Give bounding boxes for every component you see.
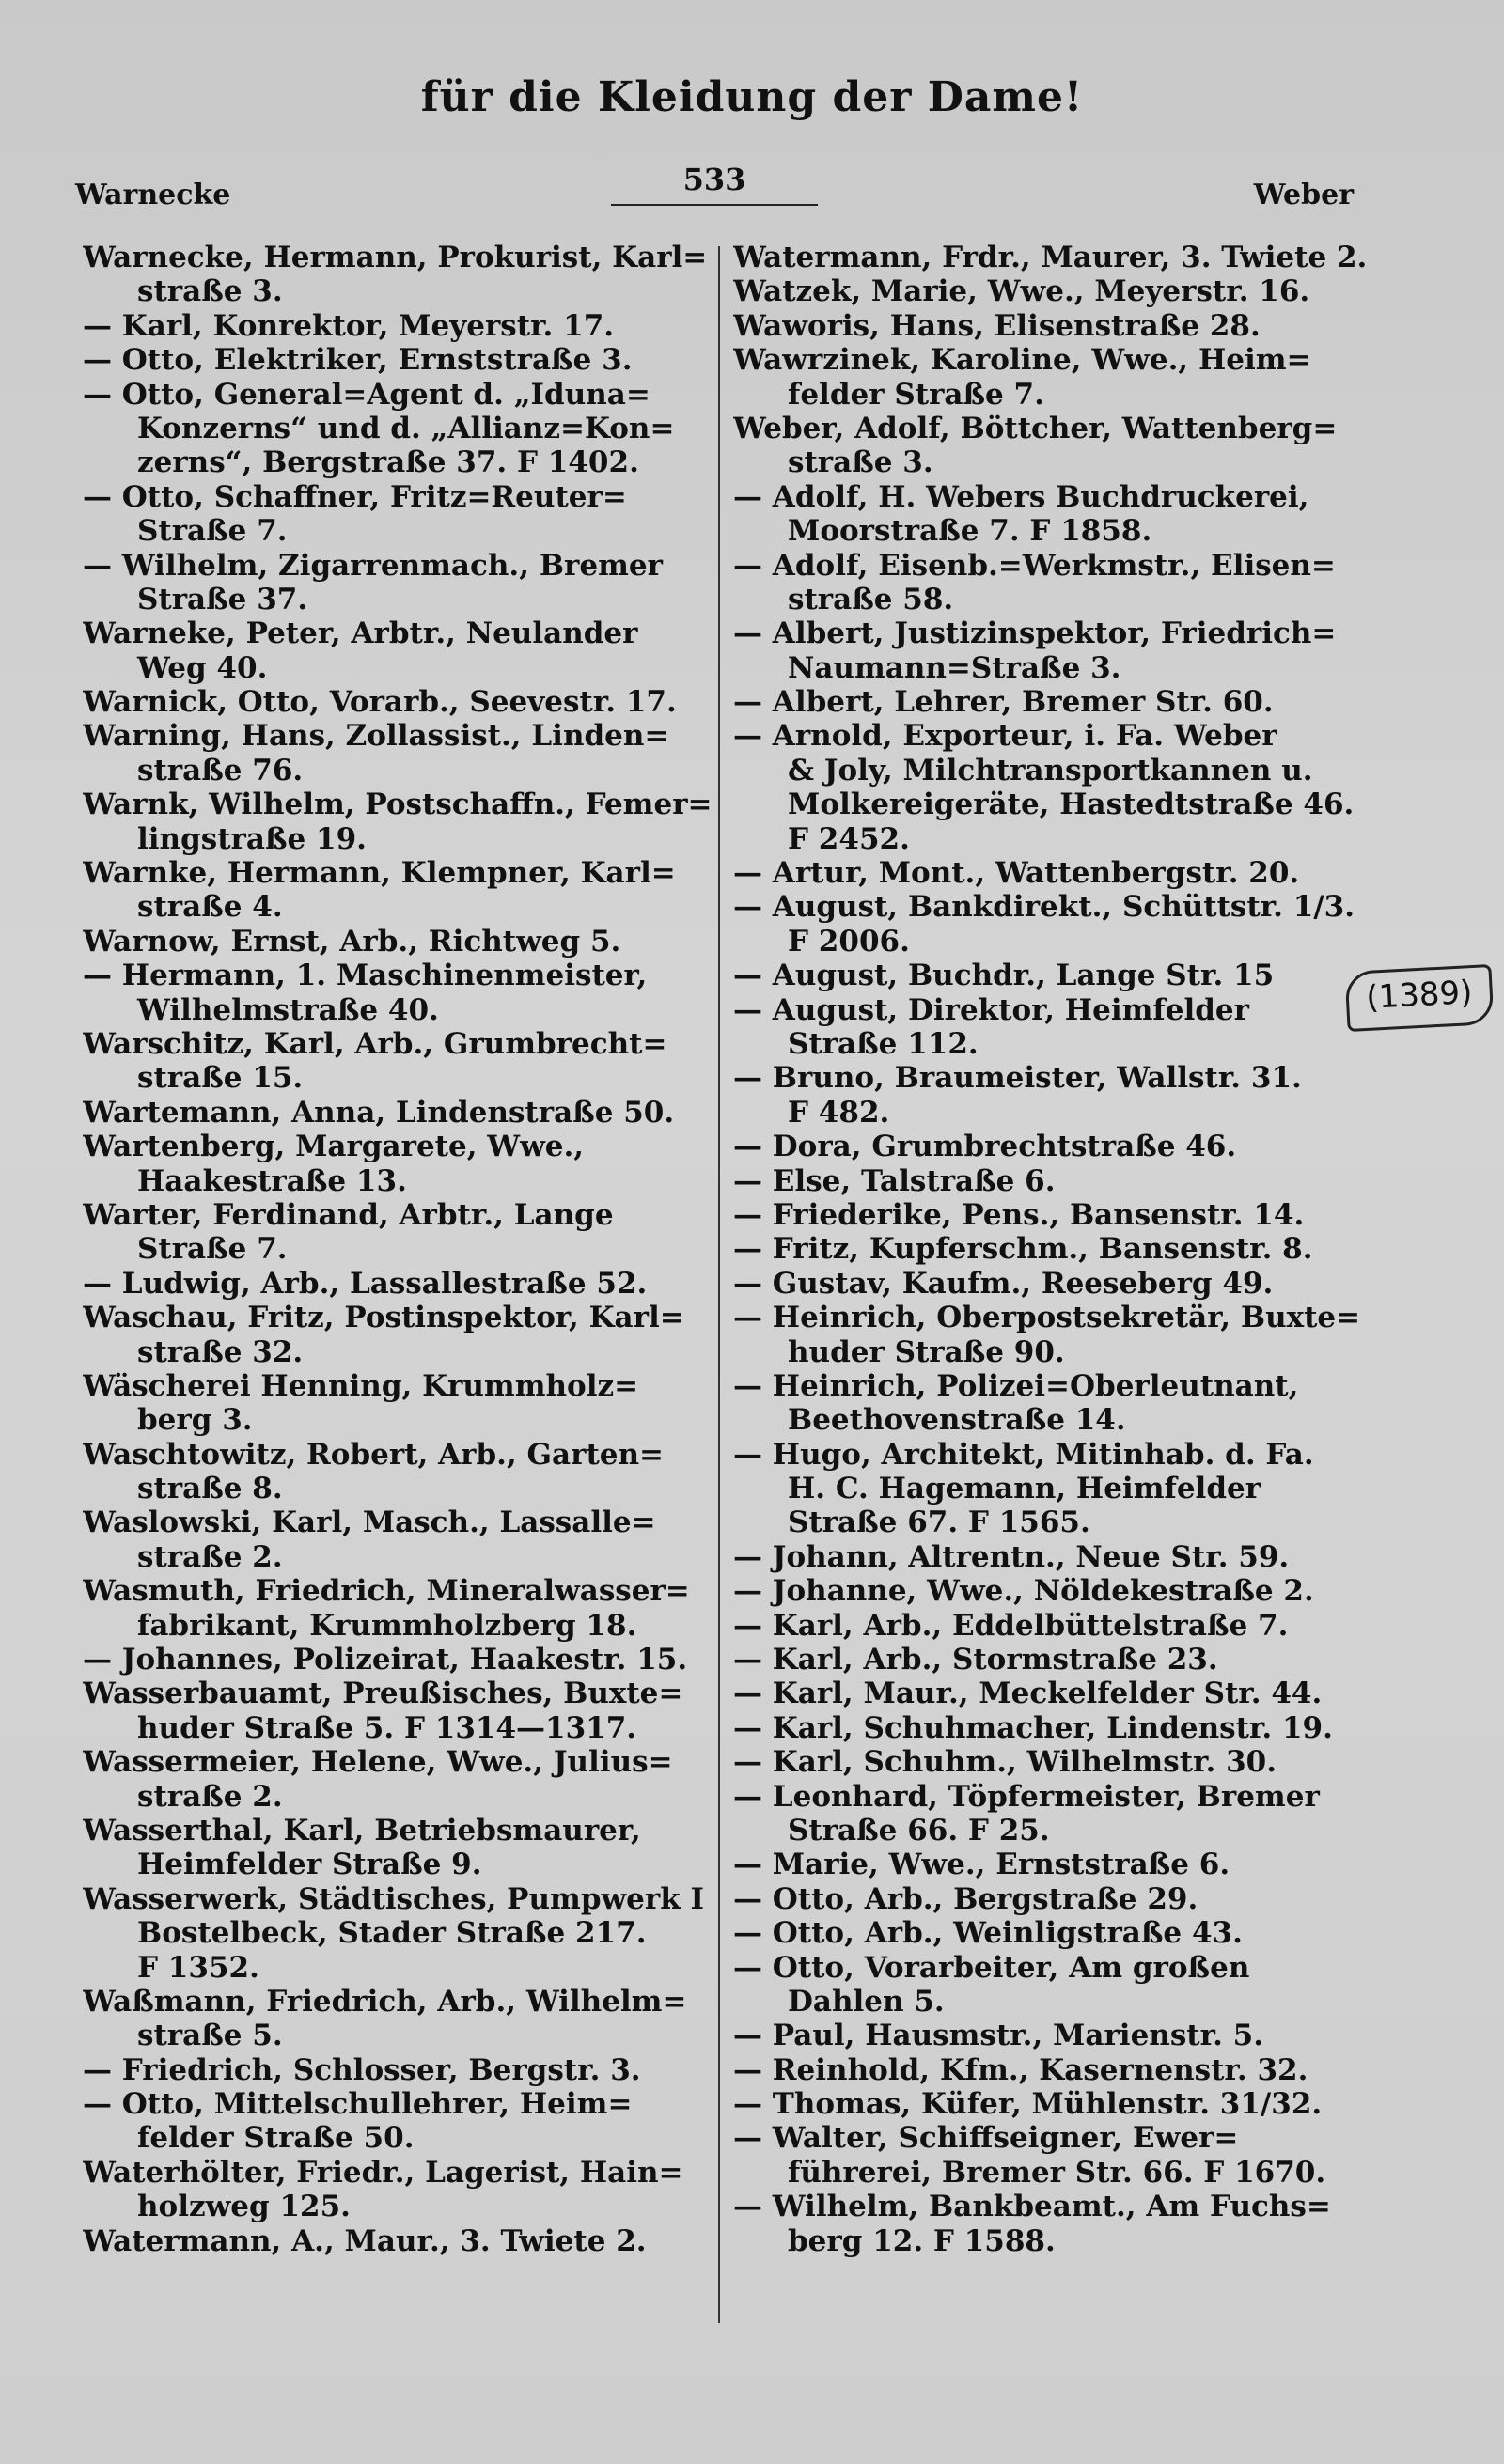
entry-line: — August, Buchdr., Lange Str. 15 [733,959,1275,993]
page-number-rule [611,204,818,206]
entry-line: Weber, Adolf, Böttcher, Wattenberg= [733,411,1338,445]
entry-line: Molkereigeräte, Hastedtstraße 46. [788,788,1355,822]
entry-line: straße 15. [137,1061,304,1096]
entry-line: — Karl, Konrektor, Meyerstr. 17. [83,308,615,343]
entry-line: straße 58. [788,582,954,616]
entry-line: huder Straße 5. F 1314—1317. [137,1710,637,1745]
header-left-keyword: Warnecke [75,179,231,211]
entry-line: — Heinrich, Polizei=Oberleutnant, [733,1368,1299,1403]
entry-line: Watermann, Frdr., Maurer, 3. Twiete 2. [733,241,1368,274]
entry-line: straße 76. [137,753,304,788]
entry-line: straße 2. [137,1539,283,1574]
entry-line: Wasserbauamt, Preußisches, Buxte= [83,1676,683,1711]
entry-line: — Wilhelm, Bankbeamt., Am Fuchs= [733,2190,1331,2224]
entry-line: — Bruno, Braumeister, Wallstr. 31. [733,1061,1302,1096]
entry-line: Naumann=Straße 3. [788,650,1121,685]
entry-line: — Otto, Arb., Bergstraße 29. [733,1881,1198,1916]
entry-line: — Friedrich, Schlosser, Bergstr. 3. [83,2052,641,2087]
handwritten-note: (1389) [1344,964,1494,1032]
entry-line: — Walter, Schiffseigner, Ewer= [733,2121,1239,2156]
entry-line: Beethovenstraße 14. [788,1403,1126,1438]
entry-line: — Johanne, Wwe., Nöldekestraße 2. [733,1574,1314,1609]
entry-line: & Joly, Milchtransportkannen u. [788,753,1313,788]
entry-line: Wartenberg, Margarete, Wwe., [83,1130,585,1164]
entry-line: — Thomas, Küfer, Mühlenstr. 31/32. [733,2087,1323,2122]
entry-line: — Karl, Schuhmacher, Lindenstr. 19. [733,1710,1333,1745]
entry-line: — Hugo, Architekt, Mitinhab. d. Fa. [733,1437,1314,1472]
entry-line: — Karl, Arb., Eddelbüttelstraße 7. [733,1608,1289,1643]
entry-line: straße 5. [137,2019,283,2053]
entry-line: straße 3. [137,274,283,309]
entry-line: Waterhölter, Friedr., Lagerist, Hain= [83,2155,683,2190]
entry-line: Straße 67. F 1565. [788,1505,1090,1540]
entry-line: — Albert, Lehrer, Bremer Str. 60. [733,685,1274,720]
entry-line: — Adolf, Eisenb.=Werkmstr., Elisen= [733,548,1336,583]
entry-line: Wäscherei Henning, Krummholz= [83,1368,639,1403]
entry-line: — Johann, Altrentn., Neue Str. 59. [733,1539,1290,1574]
page-banner: für die Kleidung der Dame! [420,73,1084,121]
entry-line: — Heinrich, Oberpostsekretär, Buxte= [733,1301,1361,1335]
entry-line: Konzerns“ und d. „Allianz=Kon= [137,411,675,445]
entry-line: F 1352. [137,1950,259,1985]
entry-line: Wasmuth, Friedrich, Mineralwasser= [83,1574,690,1609]
entry-line: — August, Direktor, Heimfelder [733,992,1249,1027]
entry-line: — Karl, Schuhm., Wilhelmstr. 30. [733,1745,1277,1780]
header-right-keyword: Weber [1253,179,1354,211]
entry-line: — Friederike, Pens., Bansenstr. 14. [733,1197,1305,1232]
right-column [733,241,1391,2258]
entry-line: — Johannes, Polizeirat, Haakestr. 15. [83,1643,688,1677]
entry-line: Warnick, Otto, Vorarb., Seevestr. 17. [83,685,677,720]
entry-line: F 482. [788,1095,890,1130]
entry-line: straße 8. [137,1472,283,1506]
entry-line: felder Straße 50. [137,2121,415,2156]
entry-line: Heimfelder Straße 9. [137,1848,482,1882]
entry-line: Waßmann, Friedrich, Arb., Wilhelm= [83,1984,687,2019]
entry-line: Waslowski, Karl, Masch., Lassalle= [83,1505,656,1540]
entry-line: lingstraße 19. [137,821,367,856]
entry-line: fabrikant, Krummholzberg 18. [137,1608,637,1643]
entry-line: Straße 37. [137,582,308,616]
entry-line: felder Straße 7. [788,377,1044,412]
entry-line: huder Straße 90. [788,1334,1065,1369]
entry-line: Straße 7. [137,1232,288,1267]
entry-line: — Karl, Arb., Stormstraße 23. [733,1643,1218,1677]
entry-line: Dahlen 5. [788,1984,945,2019]
entry-line: H. C. Hagemann, Heimfelder [788,1472,1261,1506]
entry-line: straße 4. [137,890,283,925]
entry-line: — Hermann, 1. Maschinenmeister, [83,959,648,993]
entry-line: — Adolf, H. Webers Buchdruckerei, [733,479,1309,514]
entry-line: — Wilhelm, Zigarrenmach., Bremer [83,548,663,583]
entry-line: — Otto, Mittelschullehrer, Heim= [83,2087,633,2122]
entry-line: berg 12. F 1588. [788,2223,1056,2258]
entry-line: — Otto, Arb., Weinligstraße 43. [733,1916,1243,1951]
entry-line: straße 3. [788,445,933,480]
entry-line: — Albert, Justizinspektor, Friedrich= [733,616,1337,651]
entry-line: Straße 66. F 25. [788,1813,1050,1848]
entry-line: Waschtowitz, Robert, Arb., Garten= [83,1437,665,1472]
entry-line: Moorstraße 7. F 1858. [788,514,1152,549]
entry-line: — Artur, Mont., Wattenbergstr. 20. [733,856,1300,891]
entry-line: Waworis, Hans, Elisenstraße 28. [733,308,1261,343]
entry-line: — Otto, Vorarbeiter, Am großen [733,1950,1250,1985]
entry-line: Warneke, Peter, Arbtr., Neulander [83,616,638,651]
entry-line: Wartemann, Anna, Lindenstraße 50. [83,1095,675,1130]
entry-line: Warnk, Wilhelm, Postschaffn., Femer= [83,788,713,822]
entry-line: F 2452. [788,821,910,856]
entry-line: Straße 112. [788,1026,979,1061]
entry-line: — Reinhold, Kfm., Kasernenstr. 32. [733,2052,1308,2087]
entry-line: führerei, Bremer Str. 66. F 1670. [788,2155,1326,2190]
entry-line: Haakestraße 13. [137,1163,407,1198]
entry-line: Wasserwerk, Städtisches, Pumpwerk I [83,1881,705,1916]
entry-line: Straße 7. [137,514,288,549]
column-divider [718,246,720,2323]
entry-line: — Gustav, Kaufm., Reeseberg 49. [733,1266,1274,1301]
entry-line: — Otto, General=Agent d. „Iduna= [83,377,650,412]
entry-line: — Paul, Hausmstr., Marienstr. 5. [733,2019,1264,2053]
entry-line: Warter, Ferdinand, Arbtr., Lange [83,1197,614,1232]
entry-line: — Marie, Wwe., Ernststraße 6. [733,1848,1230,1882]
entry-line: Wawrzinek, Karoline, Wwe., Heim= [733,343,1311,378]
entry-line: Bostelbeck, Stader Straße 217. [137,1916,647,1951]
entry-line: — Otto, Elektriker, Ernststraße 3. [83,343,633,378]
entry-line: Warschitz, Karl, Arb., Grumbrecht= [83,1026,667,1061]
entry-line: — Fritz, Kupferschm., Bansenstr. 8. [733,1232,1313,1267]
entry-line: — Ludwig, Arb., Lassallestraße 52. [83,1266,648,1301]
entry-line: — Arnold, Exporteur, i. Fa. Weber [733,719,1277,754]
entry-line: Watzek, Marie, Wwe., Meyerstr. 16. [733,274,1310,309]
entry-line: straße 32. [137,1334,304,1369]
entry-line: Warning, Hans, Zollassist., Linden= [83,719,669,754]
entry-line: — Dora, Grumbrechtstraße 46. [733,1130,1237,1164]
entry-line: Wassermeier, Helene, Wwe., Julius= [83,1745,673,1780]
entry-line: Wasserthal, Karl, Betriebsmaurer, [83,1813,641,1848]
entry-line: — Leonhard, Töpfermeister, Bremer [733,1779,1320,1814]
entry-line: berg 3. [137,1403,253,1438]
page-number: 533 [682,162,746,197]
entry-line: zerns“, Bergstraße 37. F 1402. [137,445,639,480]
entry-line: straße 2. [137,1779,283,1814]
entry-line: Warnecke, Hermann, Prokurist, Karl= [83,241,708,274]
entry-line: holzweg 125. [137,2190,351,2224]
entry-line: — August, Bankdirekt., Schüttstr. 1/3. [733,890,1355,925]
entry-line: — Else, Talstraße 6. [733,1163,1056,1198]
entry-line: Warnke, Hermann, Klempner, Karl= [83,856,676,891]
entry-line: — Otto, Schaffner, Fritz=Reuter= [83,479,627,514]
entry-line: Warnow, Ernst, Arb., Richtweg 5. [83,924,621,959]
entry-line: Watermann, A., Maur., 3. Twiete 2. [83,2223,647,2258]
entry-line: F 2006. [788,924,910,959]
entry-line: Wilhelmstraße 40. [137,992,439,1027]
entry-line: Waschau, Fritz, Postinspektor, Karl= [83,1301,684,1335]
entry-line: Weg 40. [137,650,268,685]
entry-line: — Karl, Maur., Meckelfelder Str. 44. [733,1676,1323,1711]
left-column [83,241,722,2258]
